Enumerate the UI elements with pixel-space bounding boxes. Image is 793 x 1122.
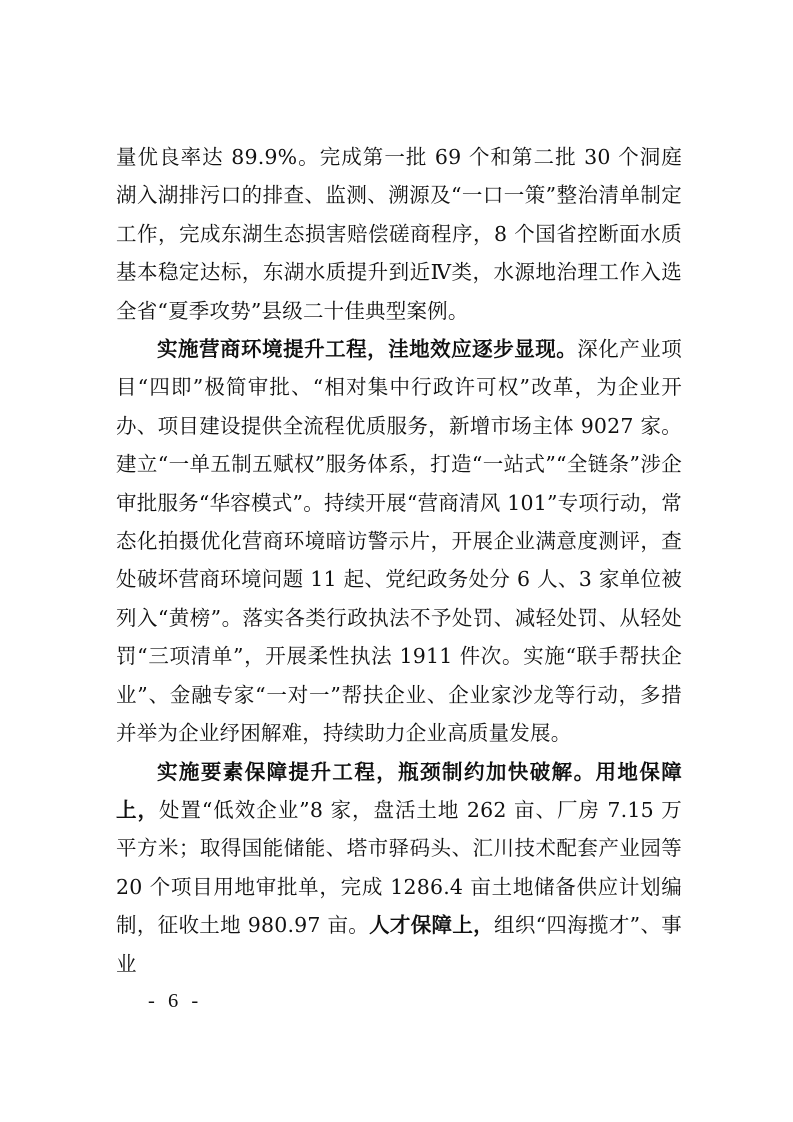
paragraph-text: 处置“低效企业”8 家，盘活土地 262 亩、厂房 7.15 万平方米；取得国能储能、塔市驿码头、汇川技术配套产业园等 20 个项目用地审批单，完成 1286.4 亩土地储备供应计划编制，征收土地 980.97 亩。 bbox=[116, 797, 682, 938]
paragraph-business-environment bbox=[116, 330, 682, 752]
paragraph-text: 深化产业项目“四即”极简审批、“相对集中行政许可权”改革，为企业开办、项目建设提供全流程优质服务，新增市场主体 9027 家。建立“一单五制五赋权”服务体系，打造“一站式”“全链条”涉企审批服务“华容模式”。持续开展“营商清风 101”专项行动，常态化拍摄优化营商环境暗访警示片，开展企业满意度测评，查处破坏营商环境问题 11 起、党纪政务处分 6 人、3 家单位被列入“黄榜”。落实各类行政执法不予处罚、减轻处罚、从轻处罚“三项清单”，开展柔性执法 1911 件次。实施“联手帮扶企业”、金融专家“一对一”帮扶企业、企业家沙龙等行动，多措并举为企业纾困解难，持续助力企业高质量发展。 bbox=[116, 337, 682, 746]
paragraph-factor-guarantee bbox=[116, 753, 682, 983]
paragraph-heading: 实施要素保障提升工程，瓶颈制约加快破解。用地保障上， bbox=[116, 759, 682, 822]
paragraph-text: 量优良率达 89.9%。完成第一批 69 个和第二批 30 个洞庭湖入湖排污口的排查、监测、溯源及“一口一策”整治清单制定工作，完成东湖生态损害赔偿磋商程序，8 个国省控断面水质基本稳定达标，东湖水质提升到近Ⅳ类，水源地治理工作入选全省“夏季攻势”县级二十佳典型案例。 bbox=[116, 145, 682, 323]
page-number: - 6 - bbox=[148, 990, 203, 1012]
paragraph-subheading: 人才保障上， bbox=[369, 913, 494, 938]
paragraph-text: 组织“四海揽才”、事业 bbox=[116, 913, 682, 976]
body-text bbox=[116, 138, 682, 983]
paragraph-water-quality bbox=[116, 138, 682, 330]
paragraph-heading: 实施营商环境提升工程，洼地效应逐步显现。 bbox=[157, 337, 578, 362]
